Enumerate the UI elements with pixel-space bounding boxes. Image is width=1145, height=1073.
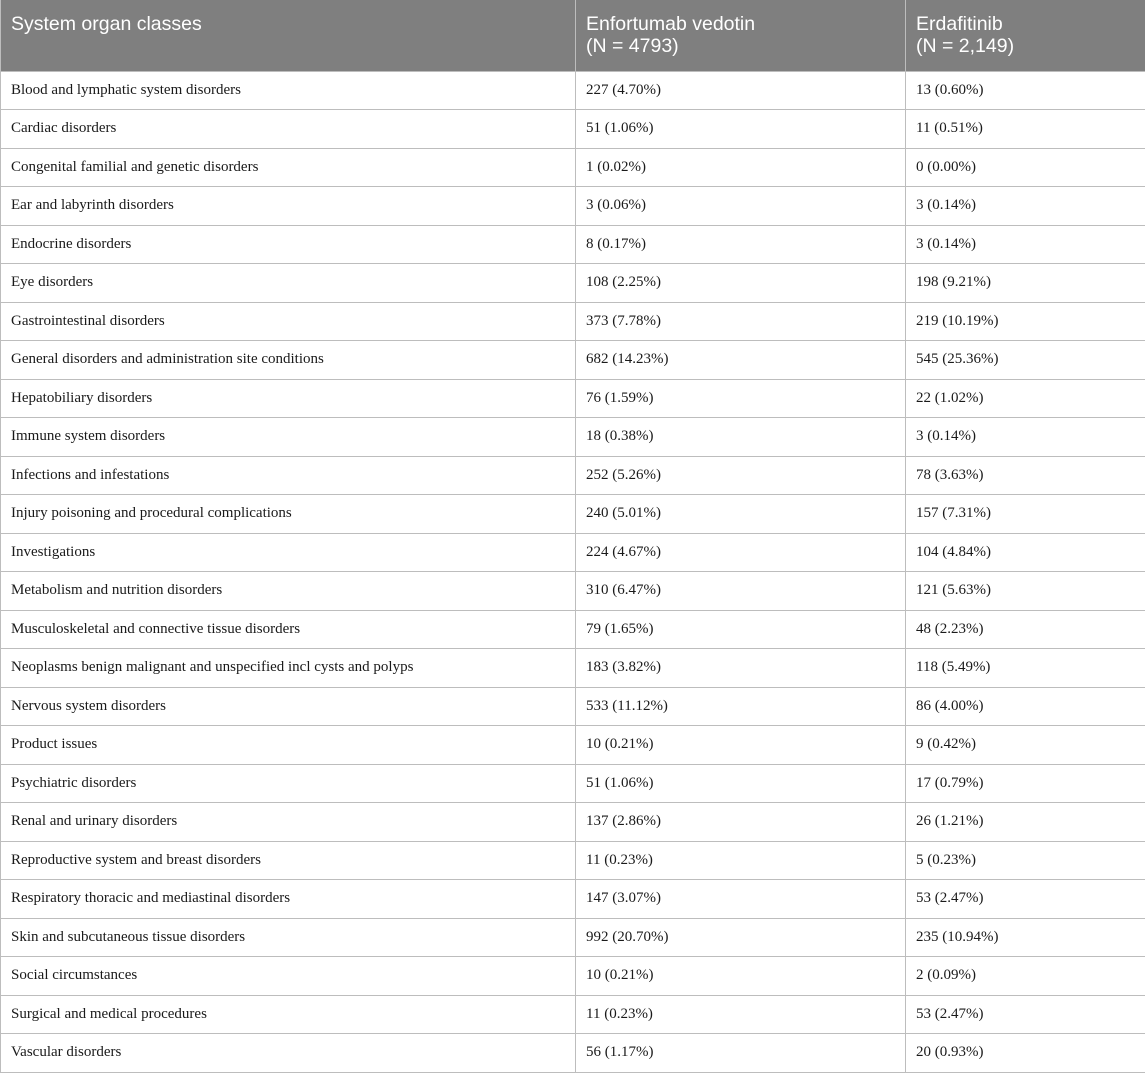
cell-organ-class: Ear and labyrinth disorders [1,187,576,226]
table-row [1,918,1145,957]
cell-enfortumab-count: 108 (2.25%) [576,264,906,303]
cell-erdafitinib-count: 9 (0.42%) [906,726,1145,765]
cell-erdafitinib-count: 118 (5.49%) [906,649,1145,688]
header-row [1,0,1145,71]
cell-erdafitinib-count: 26 (1.21%) [906,803,1145,842]
cell-erdafitinib-count: 545 (25.36%) [906,341,1145,380]
table-row [1,456,1145,495]
cell-enfortumab-count: 51 (1.06%) [576,764,906,803]
cell-enfortumab-count: 18 (0.38%) [576,418,906,457]
header-system-organ-classes [1,0,576,71]
cell-enfortumab-count: 227 (4.70%) [576,71,906,110]
header-erdafitinib [906,0,1145,71]
cell-enfortumab-count: 147 (3.07%) [576,880,906,919]
cell-organ-class: Skin and subcutaneous tissue disorders [1,918,576,957]
cell-enfortumab-count: 252 (5.26%) [576,456,906,495]
cell-enfortumab-count: 11 (0.23%) [576,841,906,880]
cell-organ-class: Reproductive system and breast disorders [1,841,576,880]
cell-erdafitinib-count: 5 (0.23%) [906,841,1145,880]
cell-enfortumab-count: 76 (1.59%) [576,379,906,418]
table-row [1,764,1145,803]
header-sample-size: (N = 4793) [586,35,895,57]
header-line: Erdafitinib [916,13,1135,35]
cell-enfortumab-count: 11 (0.23%) [576,995,906,1034]
cell-enfortumab-count: 310 (6.47%) [576,572,906,611]
table-row [1,687,1145,726]
cell-erdafitinib-count: 235 (10.94%) [906,918,1145,957]
table-row [1,995,1145,1034]
cell-enfortumab-count: 992 (20.70%) [576,918,906,957]
cell-erdafitinib-count: 3 (0.14%) [906,187,1145,226]
table-row [1,264,1145,303]
cell-organ-class: Psychiatric disorders [1,764,576,803]
header-sample-size: (N = 2,149) [916,35,1135,57]
table-row [1,880,1145,919]
cell-erdafitinib-count: 2 (0.09%) [906,957,1145,996]
cell-enfortumab-count: 56 (1.17%) [576,1034,906,1073]
cell-enfortumab-count: 183 (3.82%) [576,649,906,688]
cell-organ-class: Surgical and medical procedures [1,995,576,1034]
cell-enfortumab-count: 1 (0.02%) [576,148,906,187]
cell-erdafitinib-count: 3 (0.14%) [906,225,1145,264]
table-row [1,379,1145,418]
cell-enfortumab-count: 10 (0.21%) [576,726,906,765]
table-row [1,572,1145,611]
table-row [1,610,1145,649]
cell-organ-class: Product issues [1,726,576,765]
table-row [1,957,1145,996]
cell-organ-class: Vascular disorders [1,1034,576,1073]
cell-organ-class: Blood and lymphatic system disorders [1,71,576,110]
cell-organ-class: Congenital familial and genetic disorders [1,148,576,187]
table-row [1,225,1145,264]
table-row [1,533,1145,572]
cell-erdafitinib-count: 53 (2.47%) [906,995,1145,1034]
table-row [1,418,1145,457]
cell-organ-class: Neoplasms benign malignant and unspecified incl cysts and polyps [1,649,576,688]
cell-organ-class: Social circumstances [1,957,576,996]
table-row [1,726,1145,765]
header-line: System organ classes [11,13,565,35]
cell-erdafitinib-count: 219 (10.19%) [906,302,1145,341]
cell-erdafitinib-count: 121 (5.63%) [906,572,1145,611]
table-row [1,803,1145,842]
table-row [1,71,1145,110]
cell-organ-class: Respiratory thoracic and mediastinal disorders [1,880,576,919]
table-body [1,71,1145,1072]
cell-organ-class: Metabolism and nutrition disorders [1,572,576,611]
cell-organ-class: Endocrine disorders [1,225,576,264]
cell-erdafitinib-count: 20 (0.93%) [906,1034,1145,1073]
cell-organ-class: General disorders and administration site conditions [1,341,576,380]
cell-enfortumab-count: 240 (5.01%) [576,495,906,534]
table-row [1,110,1145,149]
table-row [1,841,1145,880]
cell-erdafitinib-count: 0 (0.00%) [906,148,1145,187]
cell-enfortumab-count: 79 (1.65%) [576,610,906,649]
cell-erdafitinib-count: 22 (1.02%) [906,379,1145,418]
header-line: Enfortumab vedotin [586,13,895,35]
cell-enfortumab-count: 373 (7.78%) [576,302,906,341]
cell-organ-class: Gastrointestinal disorders [1,302,576,341]
cell-erdafitinib-count: 3 (0.14%) [906,418,1145,457]
table-row [1,649,1145,688]
table-row [1,148,1145,187]
cell-organ-class: Renal and urinary disorders [1,803,576,842]
cell-enfortumab-count: 682 (14.23%) [576,341,906,380]
cell-enfortumab-count: 10 (0.21%) [576,957,906,996]
cell-enfortumab-count: 8 (0.17%) [576,225,906,264]
table-row [1,1034,1145,1073]
table-header [1,0,1145,71]
cell-organ-class: Eye disorders [1,264,576,303]
cell-erdafitinib-count: 53 (2.47%) [906,880,1145,919]
cell-erdafitinib-count: 48 (2.23%) [906,610,1145,649]
cell-enfortumab-count: 224 (4.67%) [576,533,906,572]
cell-organ-class: Injury poisoning and procedural complications [1,495,576,534]
cell-erdafitinib-count: 157 (7.31%) [906,495,1145,534]
cell-erdafitinib-count: 13 (0.60%) [906,71,1145,110]
cell-erdafitinib-count: 86 (4.00%) [906,687,1145,726]
cell-erdafitinib-count: 104 (4.84%) [906,533,1145,572]
cell-organ-class: Musculoskeletal and connective tissue disorders [1,610,576,649]
table-row [1,495,1145,534]
cell-organ-class: Cardiac disorders [1,110,576,149]
cell-erdafitinib-count: 78 (3.63%) [906,456,1145,495]
cell-organ-class: Immune system disorders [1,418,576,457]
cell-enfortumab-count: 3 (0.06%) [576,187,906,226]
cell-enfortumab-count: 533 (11.12%) [576,687,906,726]
cell-organ-class: Investigations [1,533,576,572]
cell-erdafitinib-count: 11 (0.51%) [906,110,1145,149]
table-row [1,341,1145,380]
table-row [1,302,1145,341]
table-row [1,187,1145,226]
cell-enfortumab-count: 51 (1.06%) [576,110,906,149]
cell-erdafitinib-count: 17 (0.79%) [906,764,1145,803]
cell-organ-class: Nervous system disorders [1,687,576,726]
cell-organ-class: Infections and infestations [1,456,576,495]
header-enfortumab-vedotin [576,0,906,71]
cell-organ-class: Hepatobiliary disorders [1,379,576,418]
cell-erdafitinib-count: 198 (9.21%) [906,264,1145,303]
cell-enfortumab-count: 137 (2.86%) [576,803,906,842]
